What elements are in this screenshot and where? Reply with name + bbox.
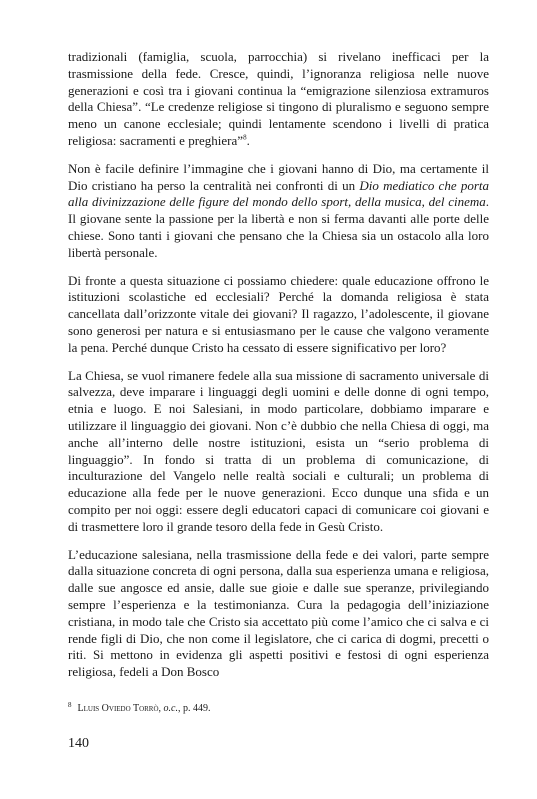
paragraph [68, 368, 489, 536]
footnote [68, 702, 489, 715]
text-run: La Chiesa, se vuol rimanere fedele alla sua missione di sacramento universale di salvezza, deve imparare i linguaggi degli uomini e delle donne di ogni tempo, etnia e luogo. E noi Salesiani, in modo particolare, dobbiamo imparare e utilizzare il linguaggio dei giovani. Non c’è dubbio che nella Chiesa di oggi, ma anche all’interno delle nostre istituzioni, esista un “serio problema di linguaggio”. In fondo si tratta di un problema di comunicazione, di inculturazione del Vangelo nelle realtà sociali e culturali; un problema di educazione alla fede per le nuove generazioni. Ecco dunque una sfida e un compito per noi oggi: essere degli educatori capaci di comunicare coi giovani e di trasmettere loro il grande tesoro della fede in Gesù Cristo. [68, 367, 489, 534]
footnote-author: Lluis Oviedo Torrò [77, 703, 159, 714]
text-run: tradizionali (famiglia, scuola, parrocchia) si rivelano inefficaci per la trasmissione della fede. Cresce, quindi, l’ignoranza religiosa nelle nuove generazioni e così tra i giovani continua la “emigrazione silenziosa extramuros della Chiesa”. “Le credenze religiose si tingono di pluralismo e seguono sempre meno un canone ecclesiale; quindi lentamente scendono i livelli di pratica religiosa: sacramenti e preghiera” [68, 49, 489, 148]
footnote-reference-mark: 8 [243, 133, 247, 142]
text-run: . [246, 132, 250, 148]
text-run: Di fronte a questa situazione ci possiamo chiedere: quale educazione offrono le istituzioni scolastiche ed ecclesiali? Perché la domanda religiosa è stata cancellata dall’orizzonte vitale dei giovani? Il ragazzo, l’adolescente, il giovane sono generosi per natura e si entusiasmano per le cause che valgono veramente la pena. Perché dunque Cristo ha cessato di essere significativo per loro? [68, 272, 489, 355]
footnote-mark: 8 [68, 700, 72, 709]
footnote-pages: , p. 449. [178, 703, 211, 714]
footnote-reference: o.c. [163, 703, 178, 714]
text-run: L’educazione salesiana, nella trasmissione della fede e dei valori, parte sempre dalla situazione concreta di ogni persona, dalla sua esperienza umana e religiosa, dalle sue angosce ed ansie, dalle sue gioie e dalle sue speranze, privilegiando sempre l’esperienza e la testimonianza. Cura la pedagogia dell’iniziazione cristiana, in modo tale che Cristo sia accettato più come l’amico che ci salva e ci rende figli di Dio, che non come il legislatore, che ci carica di dogmi, precetti o riti. Si mettono in evidenza gli aspetti positivi e festosi di ogni esperienza religiosa, fedeli a Don Bosco [68, 546, 489, 680]
paragraph [68, 547, 489, 681]
text-run: . Il giovane sente la passione per la libertà e non si ferma davanti alle porte delle chiese. Sono tanti i giovani che pensano che la Chiesa sia un ostacolo alla loro libertà personale. [68, 194, 489, 260]
italic-text: Dio mediatico che porta alla divinizzazione delle figure del mondo dello sport, della musica, del cinema [68, 177, 489, 210]
paragraph [68, 49, 489, 150]
text-run: Non è facile definire l’immagine che i giovani hanno di Dio, ma certamente il Dio cristiano ha perso la centralità nei confronti di un [68, 160, 489, 193]
footnote-separator: , [158, 703, 164, 714]
paragraph [68, 273, 489, 357]
page-number: 140 [68, 736, 89, 751]
body-text [68, 49, 489, 681]
paragraph [68, 161, 489, 262]
